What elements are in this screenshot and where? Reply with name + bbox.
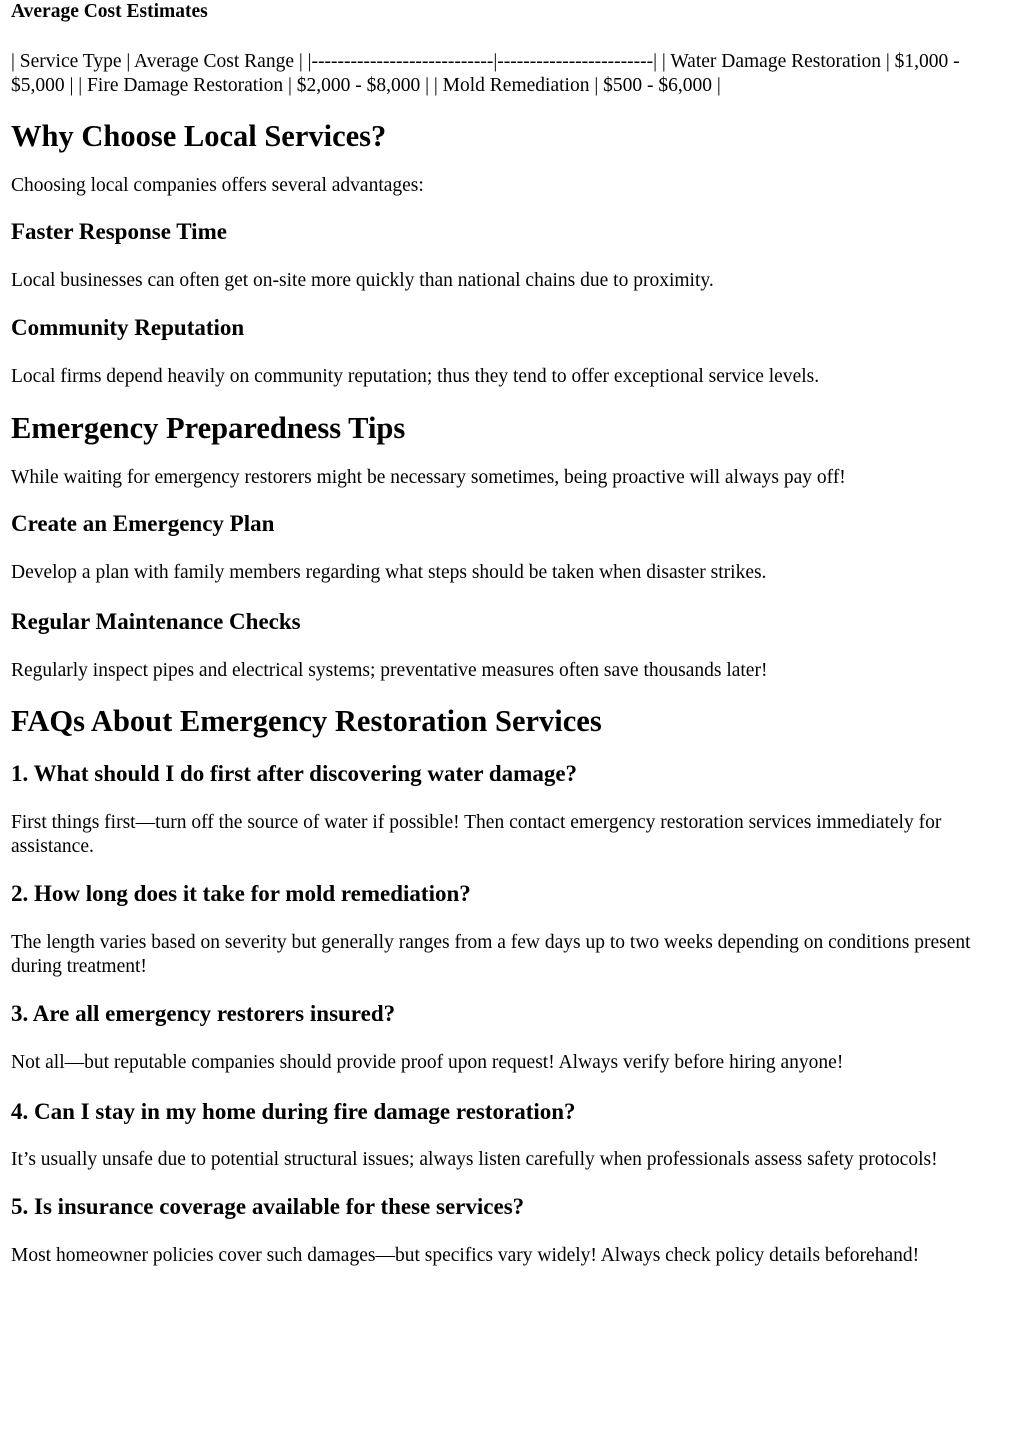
faster-response-text: Local businesses can often get on-site more quickly than national chains due to proximity. (11, 269, 714, 291)
community-reputation-heading: Community Reputation (11, 315, 245, 340)
maintenance-checks-text: Regularly inspect pipes and electrical systems; preventative measures often save thousands later! (11, 659, 768, 681)
faq-question-2: 2. How long does it take for mold remediation? (11, 881, 471, 906)
faq-question-4: 4. Can I stay in my home during fire damage restoration? (11, 1098, 576, 1124)
article-body (11, 0, 1006, 1268)
emergency-plan-heading: Create an Emergency Plan (11, 511, 275, 536)
faq-answer-1: First things first—turn off the source of water if possible! Then contact emergency restoration services immediately for assistance. (11, 812, 942, 857)
faq-heading: FAQs About Emergency Restoration Services (11, 704, 602, 738)
preparedness-intro: While waiting for emergency restorers might be necessary sometimes, being proactive will always pay off! (11, 466, 846, 488)
faq-question-1: 1. What should I do first after discovering water damage? (11, 761, 578, 786)
faq-answer-2: The length varies based on severity but generally ranges from a few days up to two weeks depending on conditions present during treatment! (11, 932, 971, 977)
faq-question-5: 5. Is insurance coverage available for these services? (11, 1194, 525, 1219)
faster-response-heading: Faster Response Time (11, 218, 227, 244)
local-services-intro: Choosing local companies offers several advantages: (11, 175, 424, 196)
faq-answer-3: Not all—but reputable companies should provide proof upon request! Always verify before hiring anyone! (11, 1052, 844, 1073)
faq-answer-4: It’s usually unsafe due to potential structural issues; always listen carefully when professionals assess safety protocols! (11, 1148, 938, 1170)
faq-question-3: 3. Are all emergency restorers insured? (11, 1001, 396, 1026)
local-services-heading: Why Choose Local Services? (11, 119, 387, 153)
cost-estimates-heading: Average Cost Estimates (11, 1, 208, 22)
faq-answer-5: Most homeowner policies cover such damages—but specifics vary widely! Always check policy details beforehand! (11, 1245, 920, 1266)
community-reputation-text: Local firms depend heavily on community reputation; thus they tend to offer exceptional service levels. (11, 366, 820, 387)
emergency-plan-text: Develop a plan with family members regarding what steps should be taken when disaster strikes. (11, 562, 767, 583)
maintenance-checks-heading: Regular Maintenance Checks (11, 608, 301, 634)
preparedness-heading: Emergency Preparedness Tips (11, 410, 406, 445)
cost-table-text: | Service Type | Average Cost Range | |----------------------------|------------------------| | Water Damage Restoration | $1,000 - $5,000 | | Fire Damage Restoration | $2,000 - $8,000 | | Mold Remediation | $500 - $6,000 | (11, 51, 960, 96)
